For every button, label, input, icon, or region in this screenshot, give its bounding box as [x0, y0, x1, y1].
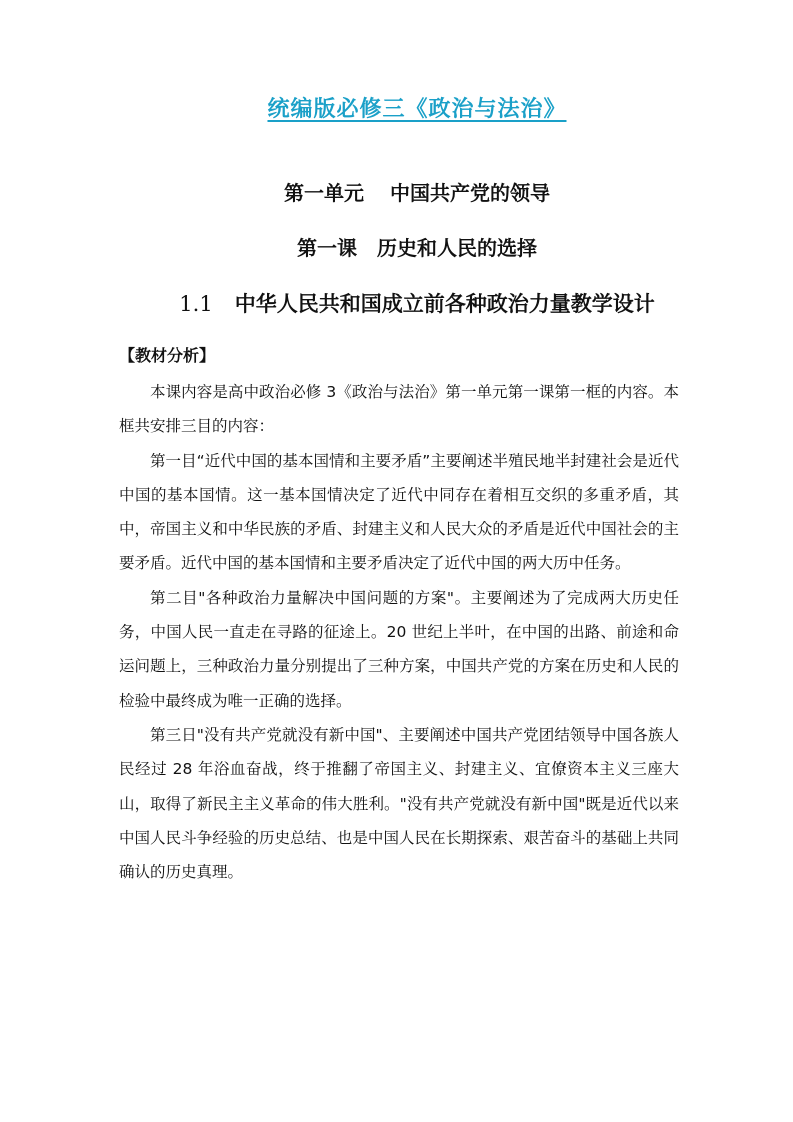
section-number: 1.1: [179, 292, 213, 316]
paragraph-item-3: 第三日"没有共产党就没有新中国"、主要阐述中国共产党团结领导中国各族人民经过 28 年浴血奋战，终于推翻了帝国主义、封建主义、宜僚资本主义三座大山，取得了新民主主义革命的伟大胜利。"没有共产党就没有新中国"既是近代以来中国人民斗争经验的历史总结、也是中国人民在长期探索、艰苦奋斗的基础上共同确认的历史真理。: [119, 725, 679, 882]
series-title-link[interactable]: 统编版必修三《政治与法治》: [267, 96, 567, 122]
paragraph-item-1: 第一目“近代中国的基本国情和主要矛盾”主要阐述半殖民地半封建社会是近代中国的基本国情。这一基本国情决定了近代中同存在着相互交织的多重矛盾，其中，帝国主义和中华民族的矛盾、封建主义和人民大众的矛盾是近代中国社会的主要矛盾。近代中国的基本国情和主要矛盾决定了近代中国的两大历中任务。: [119, 451, 679, 573]
unit-title: [0, 177, 793, 206]
paragraph-intro: 本课内容是高中政治必修 3《政治与法治》第一单元第一课第一框的内容。本框共安排三目的内容：: [119, 383, 679, 436]
lesson-name: 历史和人民的选择: [377, 236, 537, 260]
paragraph-item-2: 第二目"各种政治力量解决中国问题的方案"。主要阐述为了完成两大历史任务，中国人民一直走在寻路的征途上。20 世纪上半叶，在中国的出路、前途和命运问题上，三种政治力量分别提出了三种方案，中国共产党的方案在历史和人民的检验中最终成为唯一正确的选择。: [119, 588, 679, 710]
section-title: [0, 288, 793, 318]
unit-name: 中国共产党的领导: [390, 181, 550, 205]
section-name: 中华人民共和国成立前各种政治力量教学设计: [234, 291, 655, 316]
body-text: [119, 375, 679, 889]
lesson-title: [0, 232, 793, 261]
unit-number: 第一单元: [284, 181, 364, 205]
lesson-number: 第一课: [297, 236, 357, 260]
textbook-analysis-heading: 【教材分析】: [119, 346, 216, 365]
